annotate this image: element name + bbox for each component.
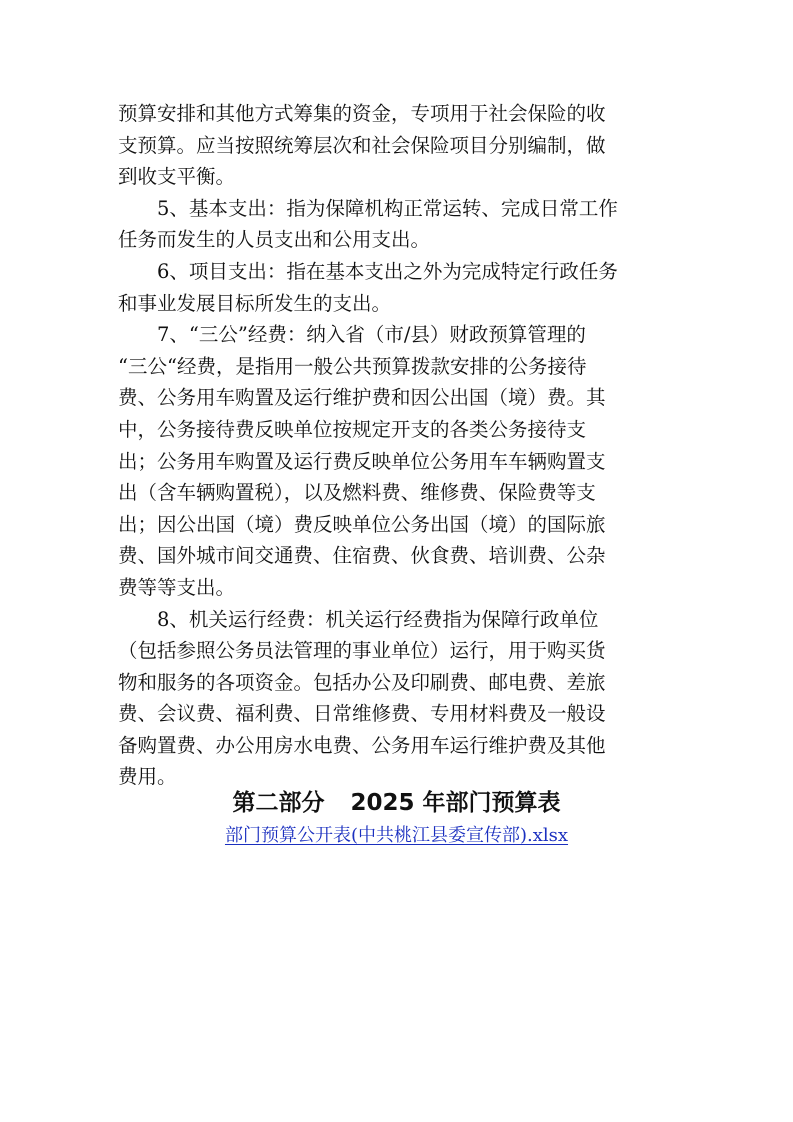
body-line: 出；公务用车购置及运行费反映单位公务用车车辆购置支 [118,449,606,473]
body-line-item-8: 8、机关运行经费：机关运行经费指为保障行政单位 [157,607,599,631]
budget-table-file-link[interactable]: 部门预算公开表(中共桃江县委宣传部).xlsx [224,825,569,846]
attachment-link-row [0,821,793,851]
body-line: 物和服务的各项资金。包括办公及印刷费、邮电费、差旅 [118,670,606,694]
body-line: （包括参照公务员法管理的事业单位）运行，用于购买货 [118,639,606,663]
body-line: 费用。 [118,765,177,789]
body-line: 和事业发展目标所发生的支出。 [118,291,392,315]
section-heading [0,784,793,822]
body-line: 任务而发生的人员支出和公用支出。 [118,228,431,252]
body-text [118,98,674,793]
body-line: 出；因公出国（境）费反映单位公务出国（境）的国际旅 [118,512,606,536]
body-line-item-6: 6、项目支出：指在基本支出之外为完成特定行政任务 [157,259,618,283]
body-line: 费、国外城市间交通费、住宿费、伙食费、培训费、公杂 [118,544,606,568]
body-line: 支预算。应当按照统筹层次和社会保险项目分别编制，做 [118,133,606,157]
body-line-item-5: 5、基本支出：指为保障机构正常运转、完成日常工作 [157,196,618,220]
section-title-label: 2025 年部门预算表 [350,790,561,816]
body-line: 出（含车辆购置税），以及燃料费、维修费、保险费等支 [118,481,596,505]
body-line: 费、会议费、福利费、日常维修费、专用材料费及一般设 [118,702,606,726]
body-line: 费等等支出。 [118,575,236,599]
body-line-item-7: 7、“三公”经费：纳入省（市/县）财政预算管理的 [157,323,586,347]
section-part-label: 第二部分 [232,790,325,816]
body-line: 预算安排和其他方式筹集的资金，专项用于社会保险的收 [118,102,606,125]
body-line: “三公“经费，是指用一般公共预算拨款安排的公务接待 [118,354,587,378]
body-line: 备购置费、办公用房水电费、公务用车运行维护费及其他 [118,733,606,757]
body-line: 到收支平衡。 [118,165,236,189]
body-line: 中，公务接待费反映单位按规定开支的各类公务接待支 [118,417,587,441]
body-line: 费、公务用车购置及运行维护费和因公出国（境）费。其 [118,386,606,410]
